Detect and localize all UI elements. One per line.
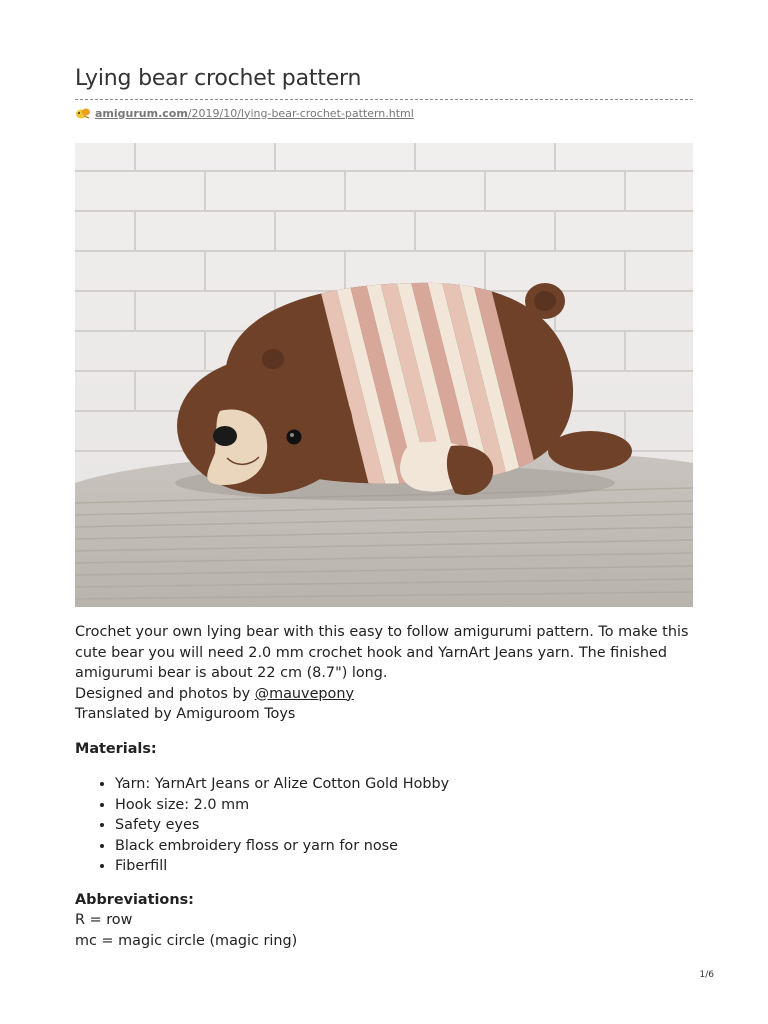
designer-link[interactable]: @mauvepony	[254, 685, 354, 702]
source-link-row	[75, 106, 414, 120]
bear-illustration	[75, 143, 693, 607]
source-path: /2019/10/lying-bear-crochet-pattern.html	[187, 106, 414, 120]
list-item: • Black embroidery floss or yarn for nose	[115, 836, 705, 857]
source-url-link[interactable]	[95, 107, 414, 120]
page-number: 1/6	[699, 970, 714, 980]
list-item: • Safety eyes	[115, 815, 705, 836]
source-domain: amigurum.com	[95, 106, 188, 120]
list-item: • Fiberfill	[115, 856, 705, 877]
abbreviations-heading: Abbreviations:	[75, 891, 194, 908]
article-body	[75, 622, 705, 951]
bear-photo	[75, 143, 693, 607]
designer-credit-prefix: Designed and photos by	[75, 685, 255, 702]
list-item: • Hook size: 2.0 mm	[115, 795, 705, 816]
page-title: Lying bear crochet pattern	[75, 66, 362, 91]
materials-list	[75, 774, 705, 877]
list-item: • Yarn: YarnArt Jeans or Alize Cotton Gold Hobby	[115, 774, 705, 795]
title-divider	[75, 99, 693, 100]
materials-heading: Materials:	[75, 740, 157, 757]
abbreviation-row: mc = magic circle (magic ring)	[75, 932, 298, 949]
translator-credit: Translated by Amiguroom Toys	[75, 706, 296, 722]
site-favicon-icon	[75, 106, 91, 120]
intro-paragraph: Crochet your own lying bear with this easy to follow amigurumi pattern. To make this cute bear you will need 2.0 mm crochet hook and YarnArt Jeans yarn. The finished amigurumi bear is about 22 cm (8.7") long.	[75, 624, 689, 681]
abbreviation-row: R = row	[75, 912, 133, 928]
designer-credit	[75, 684, 705, 705]
